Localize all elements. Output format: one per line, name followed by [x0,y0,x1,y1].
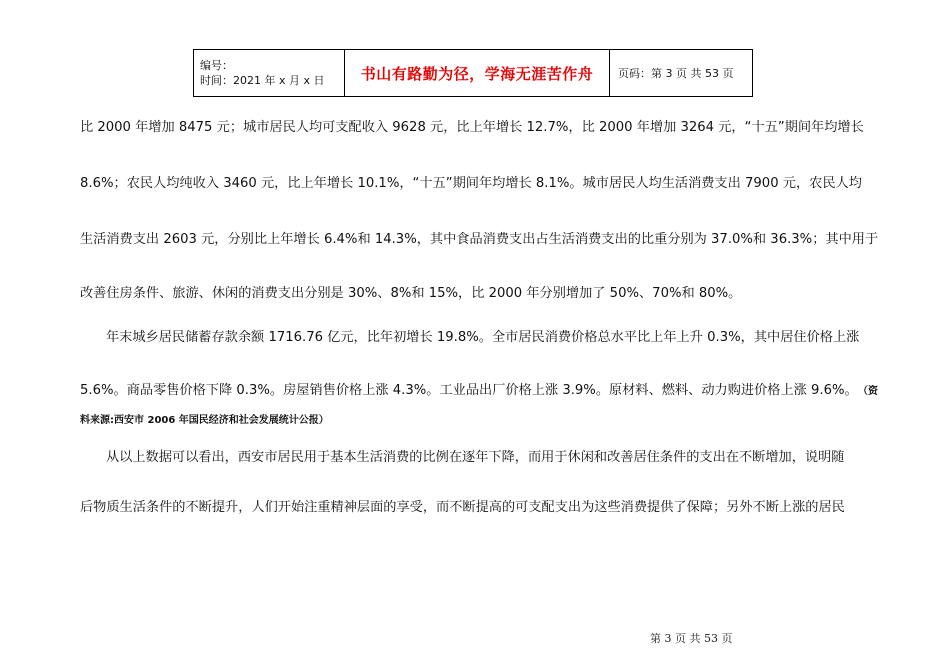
body-line-4: 改善住房条件、旅游、休闲的消费支出分别是 30%、8%和 15%，比 2000 年分别增加了 50%、70%和 80%。 [80,286,742,301]
body-line-3: 生活消费支出 2603 元，分别比上年增长 6.4%和 14.3%，其中食品消费支出占生活消费支出的比重分别为 37.0%和 36.3%；其中用于 [80,232,879,247]
body-line-5: 年末城乡居民储蓄存款余额 1716.76 亿元，比年初增长 19.8%。全市居民消费价格总水平比上年上升 0.3%，其中居住价格上涨 [106,330,860,345]
header-motto: 书山有路勤为径，学海无涯苦作舟 [345,50,610,97]
footer-page-number: 第 3 页 共 53 页 [650,632,733,645]
source-note-start: （资 [858,386,878,397]
body-line-1: 比 2000 年增加 8475 元；城市居民人均可支配收入 9628 元，比上年增长 12.7%，比 2000 年增加 3264 元，“十五”期间年均增长 [80,120,864,135]
header-table [193,49,753,97]
header-meta-cell [194,50,345,97]
body-line-2: 8.6%；农民人均纯收入 3460 元，比上年增长 10.1%，“十五”期间年均增长 8.1%。城市居民人均生活消费支出 7900 元，农民人均 [80,176,862,191]
document-time-label: 时间：2021 年 x 月 x 日 [200,74,325,87]
body-line-7: 从以上数据可以看出，西安市居民用于基本生活消费的比例在逐年下降，而用于休闲和改善居住条件的支出在不断增加，说明随 [106,450,845,465]
body-line-8: 后物质生活条件的不断提升，人们开始注重精神层面的享受，而不断提高的可支配支出为这些消费提供了保障；另外不断上涨的居民 [80,500,845,515]
body-line-6: 5.6%。商品零售价格下降 0.3%。房屋销售价格上涨 4.3%。工业品出厂价格上涨 3.9%。原材料、燃料、动力购进价格上涨 9.6%。 [80,383,858,398]
source-note: 料来源:西安市 2006 年国民经济和社会发展统计公报） [80,415,329,426]
header-page-info: 页码：第 3 页 共 53 页 [610,50,753,97]
document-number-label: 编号： [200,59,233,72]
